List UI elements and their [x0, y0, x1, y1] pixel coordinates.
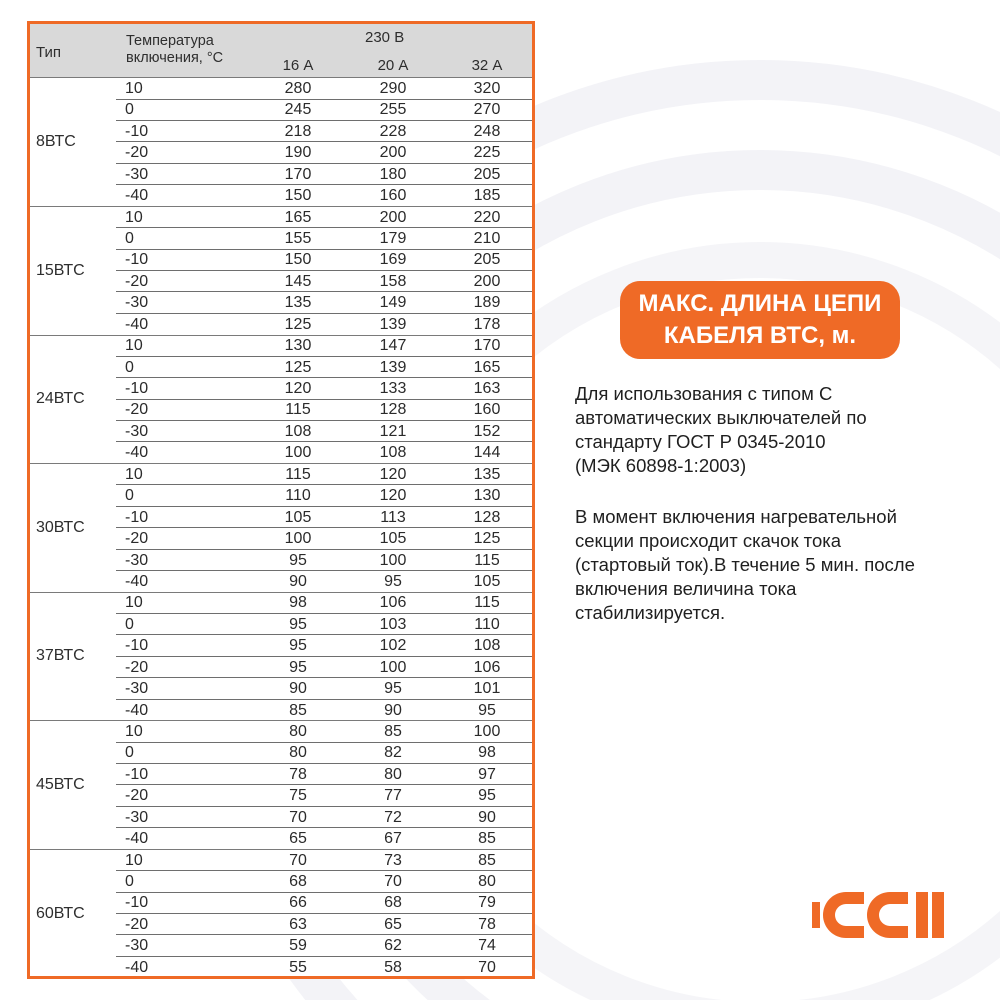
table-row [30, 850, 532, 872]
title-line-2: КАБЕЛЯ ВТС, м. [663, 322, 857, 349]
length-20a-cell: 121 [379, 422, 407, 440]
cable-length-table [27, 21, 535, 979]
length-32a-cell: 205 [473, 251, 501, 269]
temperature-cell: -40 [125, 187, 149, 205]
table-row [30, 614, 532, 636]
table-row [30, 185, 532, 207]
length-16a-cell: 80 [289, 723, 307, 740]
table-row [30, 378, 532, 400]
length-20a-cell: 65 [384, 915, 402, 933]
description-line: стабилизируется. [575, 602, 726, 623]
description-line: Для использования с типом С [575, 383, 833, 404]
length-16a-cell: 95 [289, 637, 307, 655]
header-voltage: 230 В [365, 29, 405, 46]
length-32a-cell: 163 [473, 380, 501, 398]
table-row [30, 142, 532, 164]
length-32a-cell: 200 [473, 272, 501, 290]
length-20a-cell: 80 [384, 765, 402, 783]
length-20a-cell: 77 [384, 787, 402, 805]
length-16a-cell: 66 [289, 894, 307, 912]
length-16a-cell: 95 [289, 551, 307, 569]
length-16a-cell: 125 [284, 315, 312, 333]
temperature-cell: -40 [125, 701, 149, 719]
length-32a-cell: 95 [478, 701, 496, 719]
length-16a-cell: 120 [284, 380, 312, 398]
table-row [30, 700, 532, 722]
length-32a-cell: 106 [473, 658, 501, 676]
table-row [30, 914, 532, 936]
length-32a-cell: 220 [473, 208, 501, 226]
table-row [30, 485, 532, 507]
length-32a-cell: 100 [473, 723, 501, 740]
length-32a-cell: 128 [473, 508, 501, 526]
table-row [30, 464, 532, 486]
length-20a-cell: 58 [384, 958, 402, 976]
header-current-16: 16 А [282, 57, 314, 74]
table-row [30, 228, 532, 250]
length-16a-cell: 165 [284, 208, 312, 226]
temperature-cell: 10 [125, 851, 143, 869]
table-group [30, 850, 532, 979]
length-20a-cell: 105 [379, 530, 407, 548]
length-16a-cell: 150 [284, 187, 312, 205]
length-32a-cell: 210 [473, 230, 501, 248]
length-32a-cell: 79 [478, 894, 496, 912]
table-row [30, 271, 532, 293]
temperature-cell: 10 [125, 337, 143, 355]
table-row [30, 207, 532, 229]
temperature-cell: 0 [125, 230, 134, 248]
length-20a-cell: 95 [384, 680, 402, 698]
table-row [30, 592, 532, 614]
length-32a-cell: 170 [473, 337, 501, 355]
length-32a-cell: 225 [473, 144, 501, 162]
cable-type-label: 60ВТС [36, 904, 85, 922]
length-20a-cell: 200 [379, 208, 407, 226]
length-20a-cell: 149 [379, 294, 407, 312]
length-20a-cell: 139 [379, 358, 407, 376]
table-row [30, 507, 532, 529]
length-32a-cell: 97 [478, 765, 496, 783]
temperature-cell: -40 [125, 572, 149, 590]
table-row [30, 657, 532, 679]
length-20a-cell: 255 [379, 101, 407, 119]
length-32a-cell: 185 [473, 187, 501, 205]
table-row [30, 807, 532, 829]
ssk-logo-icon [812, 880, 954, 950]
length-16a-cell: 245 [284, 101, 312, 119]
table-group [30, 78, 532, 207]
table-group [30, 207, 532, 336]
table-row [30, 571, 532, 593]
table-row [30, 99, 532, 121]
length-20a-cell: 73 [384, 851, 402, 869]
length-16a-cell: 98 [289, 594, 307, 612]
length-20a-cell: 100 [379, 551, 407, 569]
temperature-cell: 10 [125, 723, 143, 740]
temperature-cell: -20 [125, 272, 149, 290]
length-20a-cell: 139 [379, 315, 407, 333]
temperature-cell: -40 [125, 958, 149, 976]
temperature-cell: -10 [125, 251, 149, 269]
cable-type-label: 24ВТС [36, 390, 85, 408]
cable-type-label: 30ВТС [36, 518, 85, 536]
table-row [30, 721, 532, 743]
length-32a-cell: 160 [473, 401, 501, 419]
length-32a-cell: 248 [473, 122, 501, 140]
length-20a-cell: 108 [379, 444, 407, 462]
length-32a-cell: 110 [474, 615, 500, 633]
length-20a-cell: 85 [384, 723, 402, 740]
header-current-20: 20 А [377, 57, 409, 74]
temperature-cell: -30 [125, 551, 149, 569]
header-type: Тип [36, 44, 62, 61]
length-20a-cell: 200 [379, 144, 407, 162]
length-16a-cell: 155 [284, 230, 312, 248]
temperature-cell: -30 [125, 422, 149, 440]
length-20a-cell: 95 [384, 572, 402, 590]
description-start-current [575, 505, 975, 625]
title-line-1: МАКС. ДЛИНА ЦЕПИ [638, 290, 882, 317]
description-line: секции происходит скачок тока [575, 530, 842, 551]
description-line: (стартовый ток).В течение 5 мин. после [575, 554, 915, 575]
cable-type-label: 8ВТС [36, 133, 76, 150]
temperature-cell: -10 [125, 122, 149, 140]
length-16a-cell: 85 [289, 701, 307, 719]
length-16a-cell: 70 [289, 808, 307, 826]
temperature-cell: -40 [125, 315, 149, 333]
length-16a-cell: 90 [289, 572, 307, 590]
table-group [30, 592, 532, 721]
length-20a-cell: 133 [379, 380, 407, 398]
table-row [30, 292, 532, 314]
length-20a-cell: 103 [379, 615, 407, 633]
length-32a-cell: 205 [473, 165, 501, 183]
length-20a-cell: 90 [384, 701, 402, 719]
table-row [30, 550, 532, 572]
length-16a-cell: 59 [289, 937, 307, 955]
temperature-cell: -20 [125, 144, 149, 162]
temperature-cell: -40 [125, 444, 149, 462]
table-row [30, 828, 532, 850]
length-16a-cell: 135 [284, 294, 312, 312]
temperature-cell: 0 [125, 615, 134, 633]
length-20a-cell: 62 [384, 937, 402, 955]
length-32a-cell: 135 [473, 465, 501, 483]
temperature-cell: 0 [125, 873, 134, 891]
temperature-cell: 10 [125, 594, 143, 612]
table-row [30, 357, 532, 379]
length-32a-cell: 85 [478, 851, 496, 869]
length-16a-cell: 190 [284, 144, 312, 162]
temperature-cell: -30 [125, 294, 149, 312]
table-row [30, 785, 532, 807]
description-line: включения величина тока [575, 578, 797, 599]
table-row [30, 678, 532, 700]
length-20a-cell: 113 [380, 508, 406, 526]
table-row [30, 421, 532, 443]
header-current-32: 32 А [471, 57, 503, 74]
length-32a-cell: 108 [473, 637, 501, 655]
length-20a-cell: 120 [379, 487, 407, 505]
length-16a-cell: 218 [284, 122, 312, 140]
description-line: (МЭК 60898-1:2003) [575, 455, 747, 476]
length-32a-cell: 74 [478, 937, 496, 955]
table-row [30, 442, 532, 464]
length-16a-cell: 130 [284, 337, 312, 355]
length-32a-cell: 125 [473, 530, 501, 548]
length-16a-cell: 105 [284, 508, 312, 526]
length-32a-cell: 98 [478, 744, 496, 762]
table-row [30, 121, 532, 143]
title-badge [620, 281, 900, 359]
length-20a-cell: 106 [379, 594, 407, 612]
table-row [30, 314, 532, 336]
temperature-cell: -10 [125, 637, 149, 655]
length-32a-cell: 78 [478, 915, 496, 933]
cable-type-label: 15ВТС [36, 261, 85, 279]
length-32a-cell: 95 [478, 787, 496, 805]
length-20a-cell: 228 [379, 122, 407, 140]
table-row [30, 399, 532, 421]
temperature-cell: -20 [125, 401, 149, 419]
length-20a-cell: 290 [379, 80, 407, 97]
table-row [30, 871, 532, 893]
length-16a-cell: 100 [284, 444, 312, 462]
table-row [30, 164, 532, 186]
length-32a-cell: 80 [478, 873, 496, 891]
length-16a-cell: 78 [289, 765, 307, 783]
length-32a-cell: 115 [474, 551, 500, 569]
table-row [30, 892, 532, 914]
description-line: В момент включения нагревательной [575, 506, 897, 527]
length-16a-cell: 145 [284, 272, 312, 290]
description-line: стандарту ГОСТ Р 0345-2010 [575, 431, 826, 452]
length-20a-cell: 68 [384, 894, 402, 912]
length-20a-cell: 67 [384, 830, 402, 848]
length-20a-cell: 160 [379, 187, 407, 205]
temperature-cell: 0 [125, 358, 134, 376]
length-16a-cell: 65 [289, 830, 307, 848]
length-32a-cell: 152 [473, 422, 501, 440]
length-20a-cell: 147 [379, 337, 407, 355]
length-16a-cell: 90 [289, 680, 307, 698]
length-16a-cell: 110 [285, 487, 311, 505]
temperature-cell: -10 [125, 380, 149, 398]
length-32a-cell: 144 [473, 444, 501, 462]
temperature-cell: -40 [125, 830, 149, 848]
cable-type-label: 45ВТС [36, 776, 85, 793]
length-16a-cell: 80 [289, 744, 307, 762]
header-temperature: Температура включения, °С [126, 33, 224, 66]
temperature-cell: 10 [125, 208, 143, 226]
table-group [30, 464, 532, 593]
length-16a-cell: 280 [284, 80, 312, 97]
table-row [30, 249, 532, 271]
length-16a-cell: 170 [284, 165, 312, 183]
length-32a-cell: 165 [473, 358, 501, 376]
temperature-cell: -10 [125, 508, 149, 526]
table-row [30, 78, 532, 100]
length-32a-cell: 115 [474, 594, 500, 612]
length-32a-cell: 130 [473, 487, 501, 505]
table-row [30, 935, 532, 957]
temperature-cell: -20 [125, 787, 149, 805]
length-16a-cell: 68 [289, 873, 307, 891]
length-20a-cell: 100 [379, 658, 407, 676]
length-16a-cell: 125 [284, 358, 312, 376]
temperature-cell: -10 [125, 894, 149, 912]
length-16a-cell: 100 [284, 530, 312, 548]
length-20a-cell: 180 [379, 165, 407, 183]
table-group [30, 335, 532, 464]
temperature-cell: 0 [125, 487, 134, 505]
temperature-cell: -20 [125, 530, 149, 548]
temperature-cell: -30 [125, 808, 149, 826]
length-16a-cell: 115 [285, 465, 311, 483]
length-20a-cell: 82 [384, 744, 402, 762]
length-20a-cell: 70 [384, 873, 402, 891]
length-32a-cell: 320 [473, 80, 501, 97]
temperature-cell: -30 [125, 937, 149, 955]
length-16a-cell: 75 [289, 787, 307, 805]
length-16a-cell: 95 [289, 615, 307, 633]
length-32a-cell: 178 [473, 315, 501, 333]
length-16a-cell: 55 [289, 958, 307, 976]
length-32a-cell: 101 [473, 680, 501, 698]
table-row [30, 335, 532, 357]
temperature-cell: 10 [125, 80, 143, 97]
temperature-cell: -20 [125, 658, 149, 676]
temperature-cell: 0 [125, 744, 134, 762]
table-row [30, 742, 532, 764]
description-line: автоматических выключателей по [575, 407, 867, 428]
length-16a-cell: 70 [289, 851, 307, 869]
length-20a-cell: 179 [379, 230, 407, 248]
length-32a-cell: 90 [478, 808, 496, 826]
length-16a-cell: 150 [284, 251, 312, 269]
temperature-cell: -30 [125, 680, 149, 698]
length-20a-cell: 158 [379, 272, 407, 290]
table-row [30, 764, 532, 786]
table-row [30, 528, 532, 550]
length-32a-cell: 105 [473, 572, 501, 590]
length-16a-cell: 63 [289, 915, 307, 933]
length-20a-cell: 72 [384, 808, 402, 826]
cable-type-label: 37ВТС [36, 647, 85, 665]
temperature-cell: 0 [125, 101, 134, 119]
length-32a-cell: 85 [478, 830, 496, 848]
length-16a-cell: 95 [289, 658, 307, 676]
length-20a-cell: 120 [379, 465, 407, 483]
length-20a-cell: 102 [379, 637, 407, 655]
temperature-cell: -30 [125, 165, 149, 183]
description-breakers [575, 382, 975, 478]
table-row [30, 957, 532, 979]
length-32a-cell: 270 [473, 101, 501, 119]
length-20a-cell: 128 [379, 401, 407, 419]
temperature-cell: -10 [125, 765, 149, 783]
table-header [30, 24, 532, 78]
table-group [30, 721, 532, 850]
table-row [30, 635, 532, 657]
length-32a-cell: 189 [473, 294, 501, 312]
temperature-cell: 10 [125, 465, 143, 483]
length-16a-cell: 108 [284, 422, 312, 440]
temperature-cell: -20 [125, 915, 149, 933]
length-16a-cell: 115 [285, 401, 311, 419]
length-20a-cell: 169 [379, 251, 407, 269]
length-32a-cell: 70 [478, 958, 496, 976]
